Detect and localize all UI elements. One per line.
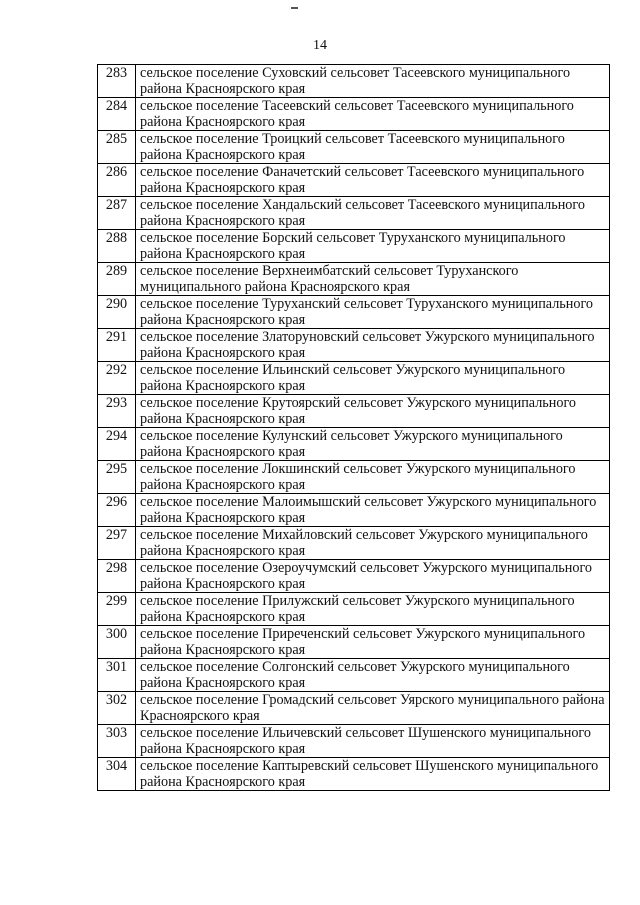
table-row	[98, 428, 610, 461]
table-row	[98, 560, 610, 593]
table-row	[98, 758, 610, 791]
table-row	[98, 593, 610, 626]
row-number: 288	[98, 230, 136, 263]
row-text: сельское поселение Златоруновский сельсовет Ужурского муниципального района Красноярского края	[136, 329, 610, 362]
table-row	[98, 65, 610, 98]
row-number: 289	[98, 263, 136, 296]
settlements-table-body	[98, 65, 610, 791]
row-number: 300	[98, 626, 136, 659]
row-text: сельское поселение Хандальский сельсовет Тасеевского муниципального района Красноярского края	[136, 197, 610, 230]
row-text: сельское поселение Локшинский сельсовет Ужурского муниципального района Красноярского края	[136, 461, 610, 494]
top-scan-mark	[291, 7, 298, 9]
row-number: 299	[98, 593, 136, 626]
table-row	[98, 494, 610, 527]
row-number: 294	[98, 428, 136, 461]
row-text: сельское поселение Каптыревский сельсовет Шушенского муниципального района Красноярского края	[136, 758, 610, 791]
row-number: 290	[98, 296, 136, 329]
row-number: 285	[98, 131, 136, 164]
row-number: 298	[98, 560, 136, 593]
row-text: сельское поселение Фаначетский сельсовет Тасеевского муниципального района Красноярского края	[136, 164, 610, 197]
table-row	[98, 98, 610, 131]
table-row	[98, 362, 610, 395]
row-number: 283	[98, 65, 136, 98]
table-row	[98, 230, 610, 263]
row-text: сельское поселение Крутоярский сельсовет Ужурского муниципального района Красноярского края	[136, 395, 610, 428]
row-number: 302	[98, 692, 136, 725]
row-text: сельское поселение Туруханский сельсовет Туруханского муниципального района Красноярского края	[136, 296, 610, 329]
table-row	[98, 197, 610, 230]
row-number: 291	[98, 329, 136, 362]
row-number: 296	[98, 494, 136, 527]
table-row	[98, 626, 610, 659]
table-row	[98, 659, 610, 692]
row-text: сельское поселение Ильичевский сельсовет Шушенского муниципального района Красноярского края	[136, 725, 610, 758]
row-number: 297	[98, 527, 136, 560]
table-row	[98, 296, 610, 329]
row-text: сельское поселение Кулунский сельсовет Ужурского муниципального района Красноярского края	[136, 428, 610, 461]
row-text: сельское поселение Верхнеимбатский сельсовет Туруханского муниципального района Красноярского края	[136, 263, 610, 296]
table-row	[98, 164, 610, 197]
table-row	[98, 263, 610, 296]
table-row	[98, 461, 610, 494]
table-row	[98, 329, 610, 362]
row-number: 304	[98, 758, 136, 791]
row-number: 284	[98, 98, 136, 131]
row-text: сельское поселение Громадский сельсовет Уярского муниципального района Красноярского края	[136, 692, 610, 725]
page-number: 14	[313, 38, 327, 53]
row-text: сельское поселение Солгонский сельсовет Ужурского муниципального района Красноярского края	[136, 659, 610, 692]
row-text: сельское поселение Михайловский сельсовет Ужурского муниципального района Красноярского края	[136, 527, 610, 560]
row-text: сельское поселение Приреченский сельсовет Ужурского муниципального района Красноярского края	[136, 626, 610, 659]
table-row	[98, 725, 610, 758]
table-row	[98, 395, 610, 428]
table-row	[98, 131, 610, 164]
table-row	[98, 527, 610, 560]
row-number: 287	[98, 197, 136, 230]
row-text: сельское поселение Малоимышский сельсовет Ужурского муниципального района Красноярского края	[136, 494, 610, 527]
row-number: 292	[98, 362, 136, 395]
table-row	[98, 692, 610, 725]
row-text: сельское поселение Суховский сельсовет Тасеевского муниципального района Красноярского края	[136, 65, 610, 98]
row-text: сельское поселение Озероучумский сельсовет Ужурского муниципального района Красноярского края	[136, 560, 610, 593]
settlements-table	[97, 64, 610, 791]
row-number: 293	[98, 395, 136, 428]
row-text: сельское поселение Прилужский сельсовет Ужурского муниципального района Красноярского края	[136, 593, 610, 626]
row-number: 301	[98, 659, 136, 692]
row-number: 295	[98, 461, 136, 494]
row-text: сельское поселение Борский сельсовет Туруханского муниципального района Красноярского края	[136, 230, 610, 263]
row-number: 286	[98, 164, 136, 197]
row-text: сельское поселение Тасеевский сельсовет Тасеевского муниципального района Красноярского края	[136, 98, 610, 131]
row-text: сельское поселение Троицкий сельсовет Тасеевского муниципального района Красноярского края	[136, 131, 610, 164]
row-text: сельское поселение Ильинский сельсовет Ужурского муниципального района Красноярского края	[136, 362, 610, 395]
row-number: 303	[98, 725, 136, 758]
